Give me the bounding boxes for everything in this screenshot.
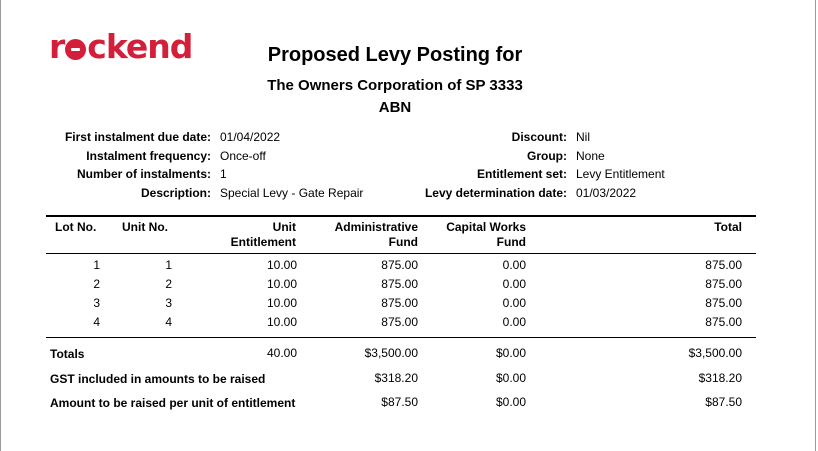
info-label: Group:	[527, 149, 567, 163]
gst-admin: $318.20	[374, 371, 418, 385]
gst-capital: $0.00	[495, 371, 526, 385]
header-lot: Lot No.	[55, 220, 97, 234]
cell-entitlement: 10.00	[266, 258, 297, 272]
header-unit: Unit No.	[122, 220, 168, 234]
info-value: Special Levy - Gate Repair	[220, 186, 364, 200]
totals-label: Totals	[50, 347, 85, 361]
rockend-logo: r ckend	[49, 27, 193, 66]
info-label: Description:	[140, 186, 211, 200]
per-unit-capital: $0.00	[495, 395, 526, 409]
totals-capital: $0.00	[495, 346, 526, 360]
totals-admin: $3,500.00	[364, 346, 418, 360]
cell-unit: 1	[165, 258, 172, 272]
cell-admin: 875.00	[381, 315, 418, 329]
info-value: Nil	[576, 130, 590, 144]
cell-capital: 0.00	[502, 296, 526, 310]
cell-lot: 2	[93, 277, 100, 291]
cell-total: 875.00	[705, 277, 742, 291]
per-unit-total: $87.50	[705, 395, 742, 409]
info-value: None	[576, 149, 605, 163]
cell-unit: 3	[165, 296, 172, 310]
cell-admin: 875.00	[381, 277, 418, 291]
header-rule	[46, 253, 756, 254]
cell-total: 875.00	[705, 315, 742, 329]
cell-capital: 0.00	[502, 277, 526, 291]
totals-entitlement: 40.00	[266, 346, 297, 360]
header-capital-works: Capital Works Fund	[446, 220, 526, 249]
report-abn: ABN	[378, 99, 412, 116]
info-label: Number of instalments:	[76, 167, 211, 181]
cell-unit: 2	[165, 277, 172, 291]
cell-total: 875.00	[705, 296, 742, 310]
info-right	[0, 128, 818, 208]
cell-capital: 0.00	[502, 258, 526, 272]
info-value: Once-off	[220, 149, 266, 163]
cell-total: 875.00	[705, 258, 742, 272]
report-subtitle: The Owners Corporation of SP 3333	[267, 77, 523, 94]
totals-total: $3,500.00	[688, 346, 742, 360]
cell-capital: 0.00	[502, 315, 526, 329]
report-title: Proposed Levy Posting for	[267, 44, 523, 66]
cell-lot: 1	[93, 258, 100, 272]
cell-entitlement: 10.00	[266, 277, 297, 291]
info-value: 01/04/2022	[220, 130, 281, 144]
cell-admin: 875.00	[381, 296, 418, 310]
info-value: Levy Entitlement	[576, 167, 665, 181]
header-total: Total	[714, 220, 742, 234]
totals-rule	[46, 337, 756, 338]
info-value: 01/03/2022	[576, 186, 637, 200]
gst-label: GST included in amounts to be raised	[50, 372, 266, 386]
cell-lot: 3	[93, 296, 100, 310]
cell-entitlement: 10.00	[266, 296, 297, 310]
header-entitlement: Unit Entitlement	[230, 220, 296, 249]
cell-unit: 4	[165, 315, 172, 329]
cell-lot: 4	[93, 315, 100, 329]
info-value: 1	[220, 167, 227, 181]
cell-admin: 875.00	[381, 258, 418, 272]
gst-total: $318.20	[698, 371, 742, 385]
header-admin-fund: Administrative Fund	[334, 220, 418, 249]
per-unit-admin: $87.50	[381, 395, 418, 409]
info-label: Discount:	[511, 130, 567, 144]
info-label: Levy determination date:	[424, 186, 567, 200]
per-unit-label: Amount to be raised per unit of entitlement	[50, 396, 296, 410]
info-label: Instalment frequency:	[86, 149, 211, 163]
info-label: Entitlement set:	[476, 167, 567, 181]
info-label: First instalment due date:	[64, 130, 211, 144]
table-top-rule	[46, 215, 756, 217]
cell-entitlement: 10.00	[266, 315, 297, 329]
